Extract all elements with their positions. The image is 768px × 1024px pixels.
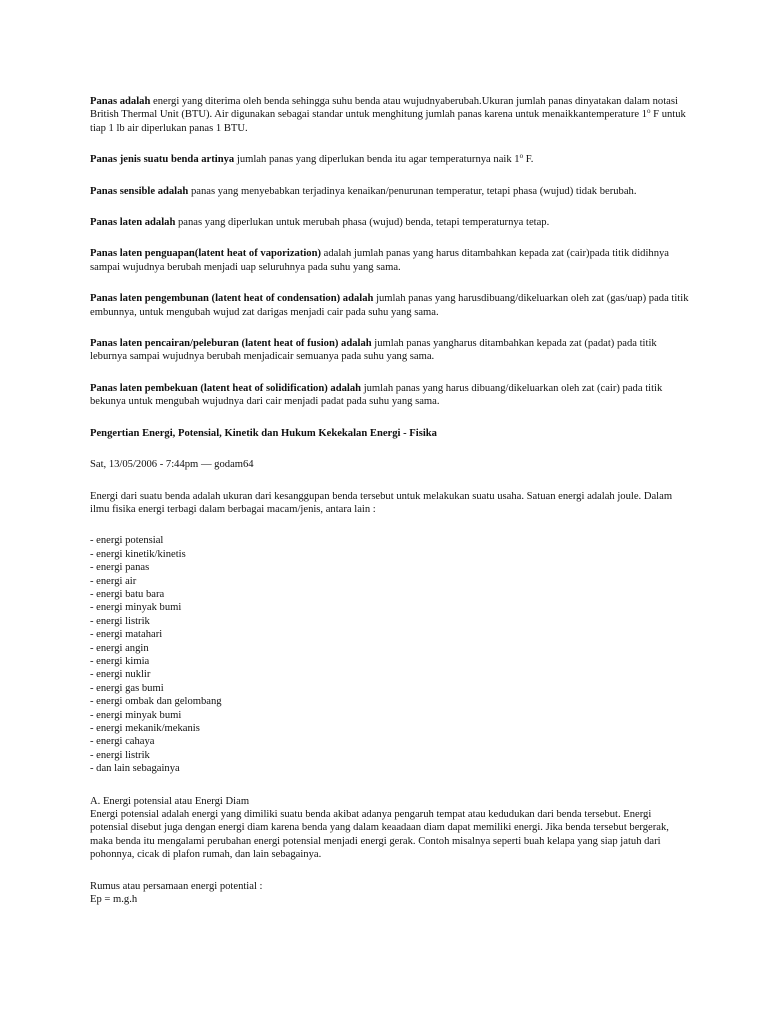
definition-term: Panas laten penguapan(latent heat of vaporization) <box>90 248 322 260</box>
article-intro: Energi dari suatu benda adalah ukuran dari kesanggupan benda tersebut untuk melakukan suatu usaha. Satuan energi adalah joule. Dalam ilmu fisika energi terbagi dalam berbagai macam/jenis, antara lain : <box>90 490 673 515</box>
definition-text: jumlah panas yang harus dibuang/dikeluarkan oleh zat (cair) pada titik bekunya untuk mengubah wujudnya dari cair menjadi padat pada suhu yang sama. <box>90 382 663 408</box>
article-meta: Sat, 13/05/2006 - 7:44pm — godam64 <box>90 459 254 471</box>
definition-text: energi yang diterima oleh benda sehingga suhu benda atau wujudnyaberubah.Ukuran jumlah panas dinyatakan dalam notasi British Thermal Unit (BTU). Air digunakan sebagai standar untuk menghitung jumlah panas karena untuk menaikkantemperature 1 <box>90 96 678 121</box>
list-item: - energi listrik <box>90 749 150 761</box>
energy-list <box>90 534 690 775</box>
section-a <box>90 795 690 862</box>
definition-specific-heat <box>90 153 690 166</box>
definition-text: adalah jumlah panas yang harus ditambahkan kepada zat (cair)pada titik didihnya sampai wujudnya berubah menjadi uap seluruhnya pada suhu yang sama. <box>90 248 670 273</box>
degree-symbol: o <box>519 152 524 161</box>
definition-heat <box>90 95 690 135</box>
definition-latent-heat <box>90 216 690 229</box>
section-a-heading: A. Energi potensial atau Energi Diam <box>90 795 250 807</box>
list-item: - energi angin <box>90 642 149 654</box>
document-content <box>90 95 690 906</box>
list-item: - energi air <box>90 575 137 587</box>
formula: Ep = m.g.h <box>90 894 138 906</box>
list-item: - energi minyak bumi <box>90 709 182 721</box>
list-item: - energi kimia <box>90 655 150 667</box>
list-item: - energi batu bara <box>90 588 165 600</box>
definition-text: panas yang diperlukan untuk merubah phasa (wujud) benda, tetapi temperaturnya tetap. <box>175 217 550 229</box>
list-item: - energi matahari <box>90 629 163 641</box>
definition-term: Panas laten pembekuan (latent heat of solidification) adalah <box>90 382 362 394</box>
formula-block <box>90 880 690 907</box>
definition-latent-condensation <box>90 292 690 319</box>
formula-label: Rumus atau persamaan energi potential : <box>90 880 263 892</box>
definition-text-cont: F untuk tiap 1 lb air diperlukan panas 1 BTU. <box>90 109 686 134</box>
list-item: - energi gas bumi <box>90 682 164 694</box>
definition-text: jumlah panas yang diperlukan benda itu agar temperaturnya naik 1 <box>234 154 520 166</box>
definition-latent-vaporization <box>90 247 690 274</box>
definition-text: jumlah panas yangharus ditambahkan kepada zat (padat) pada titik leburnya sampai wujudnya berubah menjadicair semuanya pada suhu yang sama. <box>90 338 657 363</box>
definition-latent-fusion <box>90 337 690 364</box>
definition-term: Panas jenis suatu benda artinya <box>90 154 235 166</box>
definition-text-cont: F. <box>523 154 534 166</box>
definition-term: Panas laten pengembunan (latent heat of condensation) adalah <box>90 293 374 305</box>
list-item: - energi cahaya <box>90 736 155 748</box>
list-item: - energi listrik <box>90 615 150 627</box>
list-item: - energi ombak dan gelombang <box>90 696 222 708</box>
definition-term: Panas adalah <box>90 96 151 107</box>
definition-term: Panas laten adalah <box>90 217 176 229</box>
section-a-text: Energi potensial adalah energi yang dimiliki suatu benda akibat adanya pengaruh tempat atau kedudukan dari benda tersebut. Energi potensial disebut juga dengan energi diam karena benda yang dalam keaadaan diam dapat memiliki energi. Jika benda tersebut bergerak, maka benda itu mengalami perubahan energi potensial menjadi energi gerak. Contoh misalnya seperti buah kelapa yang siap jatuh dari pohonnya, cicak di plafon rumah, dan lain sebagainya. <box>90 809 669 861</box>
definition-term: Panas laten pencairan/peleburan (latent heat of fusion) adalah <box>90 338 372 350</box>
definition-sensible-heat <box>90 185 690 198</box>
degree-symbol: o <box>647 107 651 116</box>
list-item: - dan lain sebagainya <box>90 763 180 775</box>
definition-latent-solidification <box>90 382 690 409</box>
list-item: - energi mekanik/mekanis <box>90 723 200 734</box>
definition-text: jumlah panas yang harusdibuang/dikeluarkan oleh zat (gas/uap) pada titik embunnya, untuk mengubah wujud zat darigas menjadi cair pada suhu yang sama. <box>90 293 689 318</box>
definition-text: panas yang menyebabkan terjadinya kenaikan/penurunan temperatur, tetapi phasa (wujud) tidak berubah. <box>188 185 637 197</box>
list-item: - energi nuklir <box>90 669 151 681</box>
list-item: - energi minyak bumi <box>90 602 182 614</box>
definition-term: Panas sensible adalah <box>90 185 189 197</box>
article-title: Pengertian Energi, Potensial, Kinetik dan Hukum Kekekalan Energi - Fisika <box>90 427 437 439</box>
list-item: - energi kinetik/kinetis <box>90 548 186 560</box>
list-item: - energi potensial <box>90 535 164 547</box>
list-item: - energi panas <box>90 562 150 574</box>
